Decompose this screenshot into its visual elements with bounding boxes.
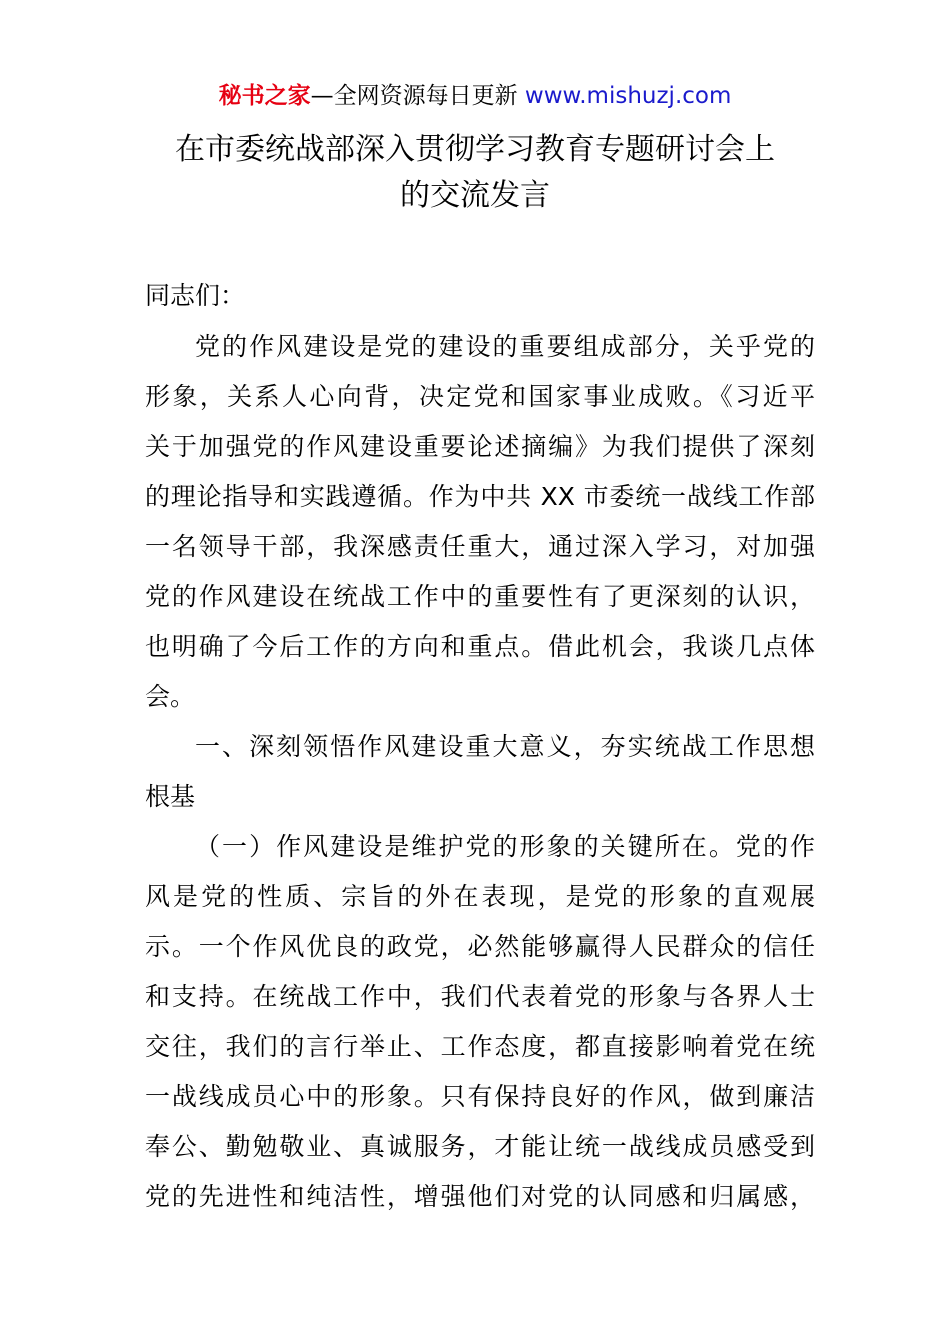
text-line: 关于加强党的作风建设重要论述摘编》为我们提供了深刻	[145, 432, 815, 461]
intro-paragraph	[145, 322, 815, 722]
text-line: 党的作风建设是党的建设的重要组成部分，关乎党的	[195, 332, 815, 361]
text-line: 风是党的性质、宗旨的外在表现，是党的形象的直观展	[145, 882, 815, 911]
document-body	[145, 322, 815, 1222]
site-brand: 秘书之家	[218, 83, 311, 109]
heading-line: 根基	[145, 782, 196, 811]
subsection-1-paragraph	[145, 822, 815, 1222]
site-url-link[interactable]: www.mishuzj.com	[524, 83, 732, 109]
document-title	[100, 127, 850, 219]
text-line: （一）作风建设是维护党的形象的关键所在。党的作	[195, 832, 815, 861]
text-line: 一名领导干部，我深感责任重大，通过深入学习，对加强	[145, 532, 815, 561]
greeting: 同志们：	[145, 281, 246, 310]
text-line: 示。一个作风优良的政党，必然能够赢得人民群众的信任	[145, 932, 815, 961]
text-line: 党的先进性和纯洁性，增强他们对党的认同感和归属感，	[145, 1182, 815, 1211]
heading-line: 一、深刻领悟作风建设重大意义，夯实统战工作思想	[195, 732, 815, 761]
text-line: 和支持。在统战工作中，我们代表着党的形象与各界人士	[145, 982, 815, 1011]
section-1-heading	[145, 722, 815, 822]
text-line: 一战线成员心中的形象。只有保持良好的作风，做到廉洁	[145, 1082, 815, 1111]
title-line-2: 的交流发言	[400, 178, 550, 213]
text-line: 奉公、勤勉敬业、真诚服务，才能让统一战线成员感受到	[145, 1132, 815, 1161]
text-line: 会。	[145, 682, 196, 711]
text-line: 也明确了今后工作的方向和重点。借此机会，我谈几点体	[145, 632, 815, 661]
text-line: 形象，关系人心向背，决定党和国家事业成败。《习近平	[145, 382, 815, 411]
site-tagline: —全网资源每日更新	[310, 83, 525, 109]
text-line: 交往，我们的言行举止、工作态度，都直接影响着党在统	[145, 1032, 815, 1061]
text-line: 党的作风建设在统战工作中的重要性有了更深刻的认识，	[145, 582, 815, 611]
title-line-1: 在市委统战部深入贯彻学习教育专题研讨会上	[175, 132, 775, 167]
text-line: 的理论指导和实践遵循。作为中共 XX 市委统一战线工作部	[145, 482, 815, 511]
site-header	[0, 80, 950, 112]
